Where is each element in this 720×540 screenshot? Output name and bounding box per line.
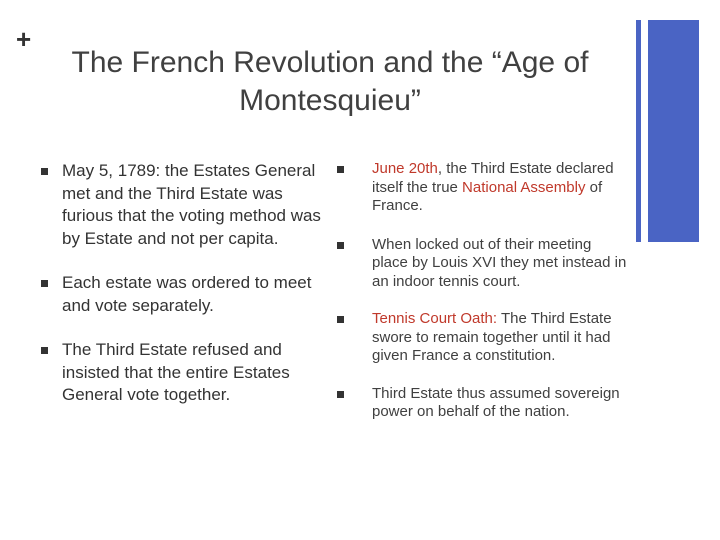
bullet-text: of France. (372, 178, 603, 214)
square-bullet-icon (41, 347, 48, 354)
square-bullet-icon (337, 316, 344, 323)
square-bullet-icon (41, 280, 48, 287)
square-bullet-icon (337, 242, 344, 249)
accent-bar-thin (636, 20, 641, 242)
highlighted-text: June 20th (372, 160, 438, 177)
left-bullet-list (36, 160, 321, 407)
list-item (350, 160, 630, 216)
plus-icon: + (16, 24, 32, 54)
list-item (350, 310, 630, 366)
bullet-text: , the Third Estate declared itself the true (372, 160, 614, 196)
highlighted-text: National Assembly (462, 178, 586, 196)
list-item (350, 385, 630, 422)
list-item (350, 236, 630, 292)
list-item (36, 339, 321, 407)
bullet-text: The Third Estate swore to remain together until it had given France a constitution. (372, 310, 612, 364)
accent-bar-thick (648, 20, 699, 242)
highlighted-text: Tennis Court Oath: (372, 310, 498, 327)
bullet-text: Each estate was ordered to meet and vote separately. (62, 273, 312, 315)
bullet-text: The Third Estate refused and insisted that the entire Estates General vote together. (62, 340, 290, 404)
square-bullet-icon (337, 391, 344, 398)
bullet-text: When locked out of their meeting place by Louis XVI they met instead in an indoor tennis court. (372, 235, 627, 290)
list-item (36, 160, 321, 250)
right-bullet-list (350, 160, 630, 422)
bullet-text: Third Estate thus assumed sovereign power on behalf of the nation. (372, 384, 620, 420)
slide-title: The French Revolution and the “Age of Montesquieu” (71, 46, 589, 117)
bullet-text: May 5, 1789: the Estates General met and the Third Estate was furious that the voting method was by Estate and not per capita. (62, 161, 321, 248)
square-bullet-icon (337, 166, 344, 173)
square-bullet-icon (41, 168, 48, 175)
list-item (36, 272, 321, 317)
